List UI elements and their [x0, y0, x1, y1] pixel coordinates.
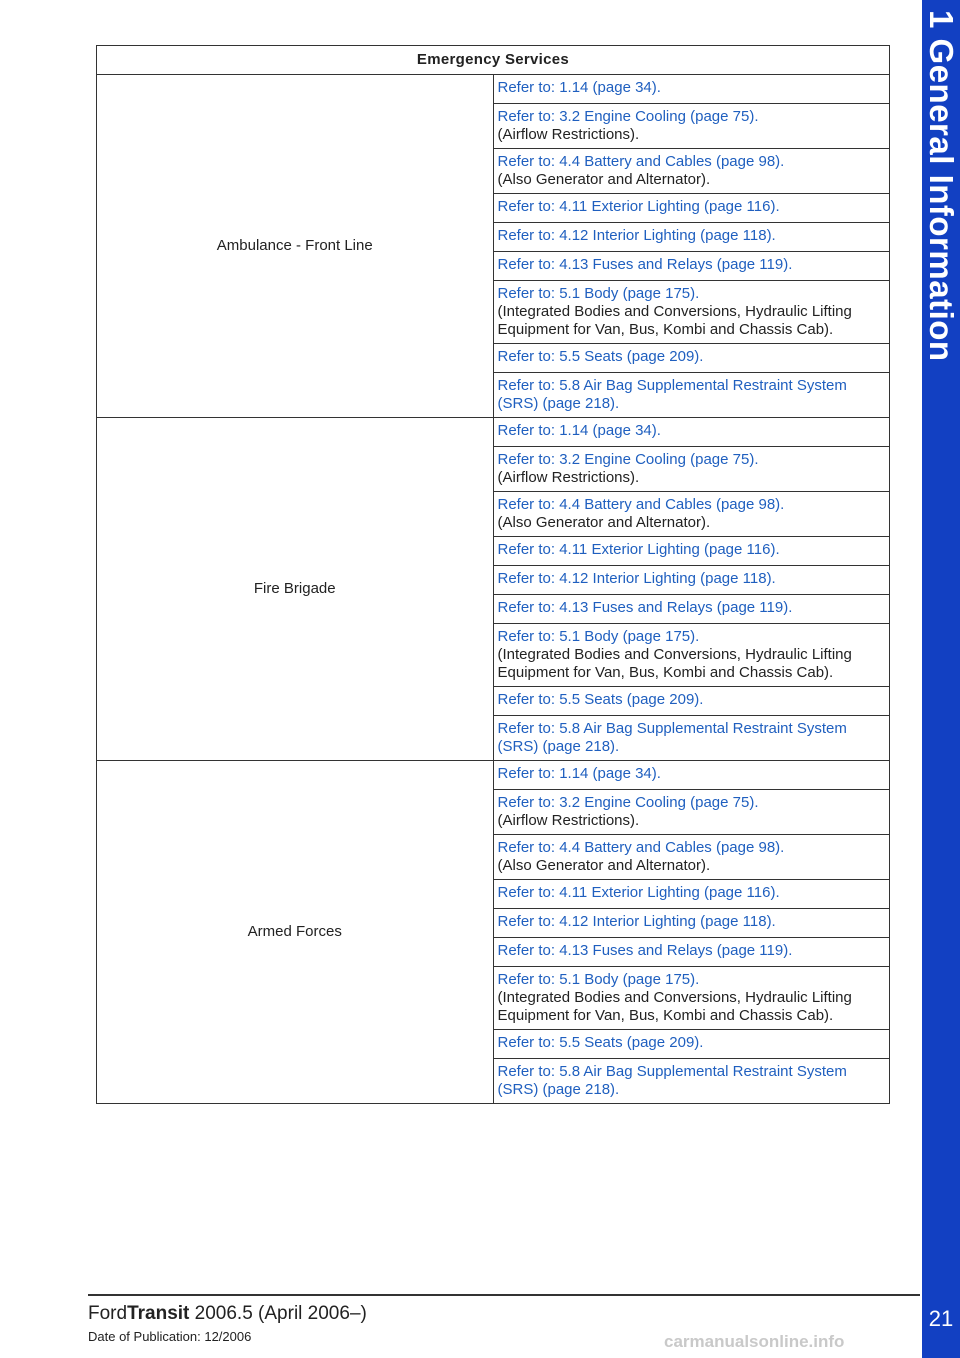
reference-link[interactable]: Refer to: 3.2 Engine Cooling (page 75). [497, 794, 759, 811]
reference-note: (Also Generator and Alternator). [497, 514, 711, 531]
chapter-title: 1 General Information [923, 10, 960, 362]
reference-note: (Integrated Bodies and Conversions, Hydraulic Lifting Equipment for Van, Bus, Kombi and Chassis Cab). [497, 646, 852, 681]
reference-link[interactable]: Refer to: 3.2 Engine Cooling (page 75). [497, 451, 759, 468]
table-row [97, 418, 890, 447]
reference-cell [493, 447, 890, 492]
reference-link[interactable]: Refer to: 4.4 Battery and Cables (page 98). [497, 153, 785, 170]
table-row [97, 75, 890, 104]
reference-cell [493, 790, 890, 835]
reference-cell [493, 492, 890, 537]
reference-link[interactable]: Refer to: 1.14 (page 34). [497, 765, 661, 782]
reference-cell [493, 595, 890, 624]
reference-cell [493, 967, 890, 1030]
reference-link[interactable]: Refer to: 3.2 Engine Cooling (page 75). [497, 108, 759, 125]
reference-cell [493, 761, 890, 790]
reference-cell [493, 223, 890, 252]
reference-link[interactable]: Refer to: 5.5 Seats (page 209). [497, 348, 704, 365]
reference-link[interactable]: Refer to: 4.11 Exterior Lighting (page 116). [497, 541, 780, 558]
reference-link[interactable]: Refer to: 4.13 Fuses and Relays (page 119). [497, 256, 793, 273]
reference-cell [493, 418, 890, 447]
reference-cell [493, 1059, 890, 1104]
reference-link[interactable]: Refer to: 4.4 Battery and Cables (page 98). [497, 839, 785, 856]
publication-date: Date of Publication: 12/2006 [88, 1329, 252, 1344]
service-group-label: Ambulance - Front Line [97, 75, 494, 418]
reference-cell [493, 104, 890, 149]
reference-link[interactable]: Refer to: 4.12 Interior Lighting (page 118). [497, 913, 776, 930]
reference-note: (Also Generator and Alternator). [497, 857, 711, 874]
reference-cell [493, 909, 890, 938]
reference-link[interactable]: Refer to: 5.1 Body (page 175). [497, 628, 700, 645]
reference-link[interactable]: Refer to: 4.4 Battery and Cables (page 98). [497, 496, 785, 513]
reference-link[interactable]: Refer to: 5.1 Body (page 175). [497, 285, 700, 302]
reference-cell [493, 566, 890, 595]
reference-link[interactable]: Refer to: 5.1 Body (page 175). [497, 971, 700, 988]
reference-cell [493, 1030, 890, 1059]
reference-cell [493, 624, 890, 687]
reference-link[interactable]: Refer to: 1.14 (page 34). [497, 422, 661, 439]
footer-title [88, 1303, 367, 1325]
watermark: carmanualsonline.info [664, 1332, 845, 1351]
reference-link[interactable]: Refer to: 4.13 Fuses and Relays (page 119). [497, 599, 793, 616]
footer-edition: 2006.5 (April 2006–) [189, 1303, 367, 1324]
footer-brand: Ford [88, 1303, 128, 1324]
table-body [97, 75, 890, 1104]
reference-link[interactable]: Refer to: 4.11 Exterior Lighting (page 116). [497, 884, 780, 901]
reference-link[interactable]: Refer to: 4.12 Interior Lighting (page 118). [497, 570, 776, 587]
reference-cell [493, 281, 890, 344]
reference-cell [493, 716, 890, 761]
footer-divider [88, 1294, 920, 1296]
reference-cell [493, 835, 890, 880]
reference-link[interactable]: Refer to: 1.14 (page 34). [497, 79, 661, 96]
table-title: Emergency Services [97, 46, 890, 75]
reference-link[interactable]: Refer to: 5.8 Air Bag Supplemental Restraint System (SRS) (page 218). [497, 720, 847, 755]
reference-note: (Also Generator and Alternator). [497, 171, 711, 188]
reference-link[interactable]: Refer to: 5.5 Seats (page 209). [497, 691, 704, 708]
reference-cell [493, 537, 890, 566]
footer-model: Transit [127, 1303, 190, 1324]
reference-cell [493, 344, 890, 373]
reference-link[interactable]: Refer to: 5.8 Air Bag Supplemental Restraint System (SRS) (page 218). [497, 377, 847, 412]
reference-link[interactable]: Refer to: 5.5 Seats (page 209). [497, 1034, 704, 1051]
reference-cell [493, 194, 890, 223]
reference-cell [493, 149, 890, 194]
emergency-services-table [96, 45, 890, 1104]
page-number: 21 [928, 1306, 954, 1331]
reference-cell [493, 252, 890, 281]
reference-link[interactable]: Refer to: 5.8 Air Bag Supplemental Restraint System (SRS) (page 218). [497, 1063, 847, 1098]
reference-cell [493, 938, 890, 967]
reference-link[interactable]: Refer to: 4.11 Exterior Lighting (page 116). [497, 198, 780, 215]
reference-note: (Airflow Restrictions). [497, 812, 640, 829]
reference-cell [493, 75, 890, 104]
reference-cell [493, 880, 890, 909]
reference-note: (Airflow Restrictions). [497, 469, 640, 486]
reference-link[interactable]: Refer to: 4.13 Fuses and Relays (page 119). [497, 942, 793, 959]
reference-note: (Airflow Restrictions). [497, 126, 640, 143]
service-group-label: Fire Brigade [97, 418, 494, 761]
reference-cell [493, 373, 890, 418]
reference-note: (Integrated Bodies and Conversions, Hydraulic Lifting Equipment for Van, Bus, Kombi and Chassis Cab). [497, 989, 852, 1024]
reference-cell [493, 687, 890, 716]
table-row [97, 761, 890, 790]
reference-link[interactable]: Refer to: 4.12 Interior Lighting (page 118). [497, 227, 776, 244]
reference-note: (Integrated Bodies and Conversions, Hydraulic Lifting Equipment for Van, Bus, Kombi and Chassis Cab). [497, 303, 852, 338]
service-group-label: Armed Forces [97, 761, 494, 1104]
